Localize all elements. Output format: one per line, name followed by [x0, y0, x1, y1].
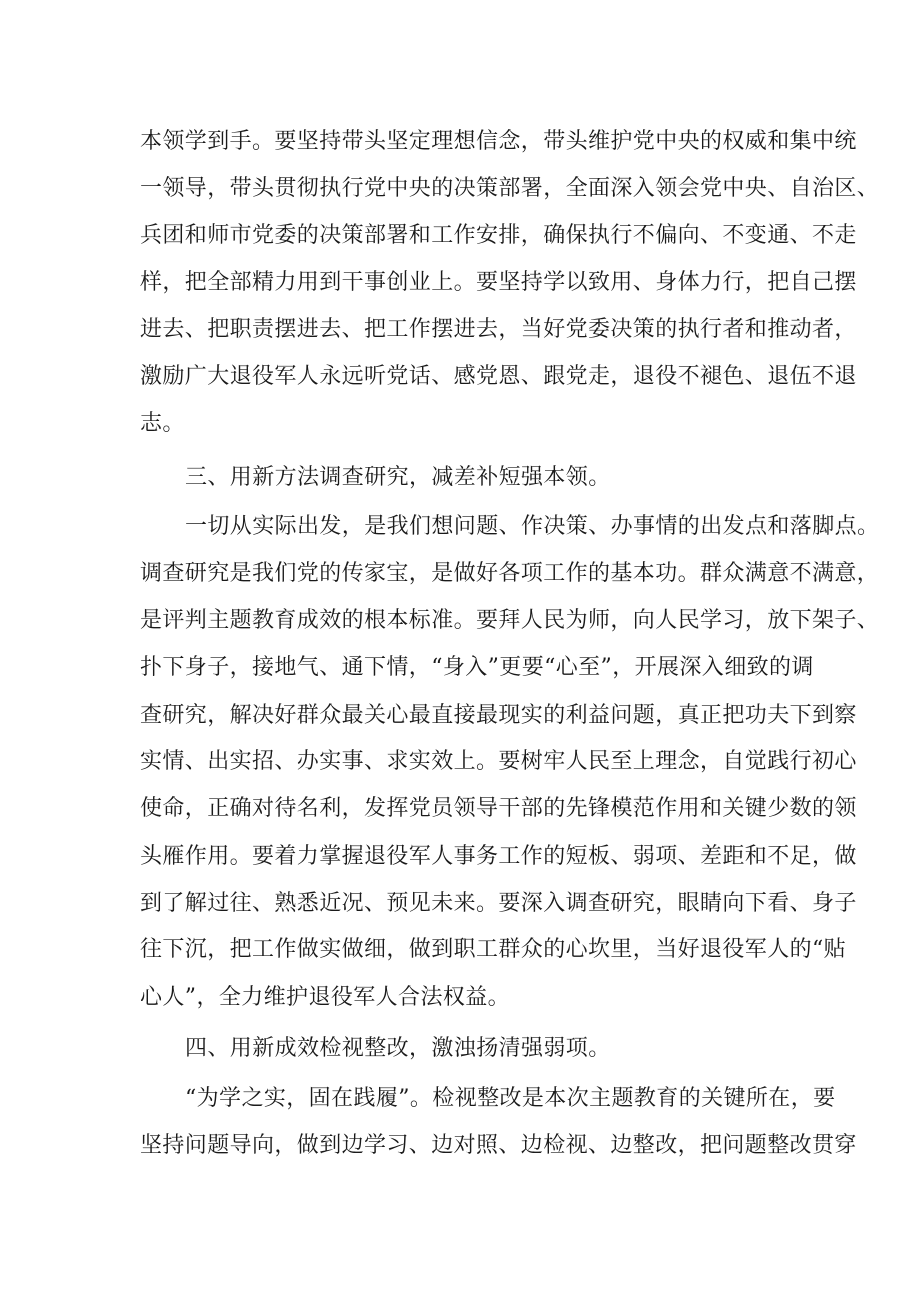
text-line: 一切从实际出发，是我们想问题、作决策、办事情的出发点和落脚点。 — [185, 514, 880, 539]
text-line: 使命，正确对待名利，发挥党员领导干部的先锋模范作用和关键少数的领 — [140, 796, 857, 821]
text-line: 志。 — [140, 411, 185, 436]
text-line: 样，把全部精力用到干事创业上。要坚持学以致用、身体力行，把自己摆 — [140, 270, 857, 295]
text-line: 实情、出实招、办实事、求实效上。要树牢人民至上理念，自觉践行初心 — [140, 749, 857, 774]
text-line: 进去、把职责摆进去、把工作摆进去，当好党委决策的执行者和推动者， — [140, 317, 857, 342]
text-line: 激励广大退役军人永远听党话、感党恩、跟党走，退役不褪色、退伍不退 — [140, 364, 857, 389]
text-line: 往下沉，把工作做实做细，做到职工群众的心坎里，当好退役军人的“贴 — [140, 937, 847, 962]
text-line: 头雁作用。要着力掌握退役军人事务工作的短板、弱项、差距和不足，做 — [140, 844, 857, 869]
text-line: 一领导，带头贯彻执行党中央的决策部署，全面深入领会党中央、自治区、 — [140, 176, 880, 201]
text-line: 是评判主题教育成效的根本标准。要拜人民为师，向人民学习，放下架子、 — [140, 608, 880, 633]
section-heading: 三、用新方法调查研究，减差补短强本领。 — [185, 465, 611, 490]
text-line: 到了解过往、熟悉近况、预见未来。要深入调查研究，眼睛向下看、身子 — [140, 891, 857, 916]
text-line: “为学之实，固在践履”。检视整改是本次主题教育的关键所在，要 — [185, 1086, 836, 1111]
text-line: 查研究，解决好群众最关心最直接最现实的利益问题，真正把功夫下到察 — [140, 703, 857, 728]
section-heading: 四、用新成效检视整改，激浊扬清强弱项。 — [185, 1036, 611, 1061]
text-line: 本领学到手。要坚持带头坚定理想信念，带头维护党中央的权威和集中统 — [140, 129, 857, 154]
text-line: 兵团和师市党委的决策部署和工作安排，确保执行不偏向、不变通、不走 — [140, 223, 857, 248]
text-line: 坚持问题导向，做到边学习、边对照、边检视、边整改，把问题整改贯穿 — [140, 1133, 857, 1158]
text-line: 调查研究是我们党的传家宝，是做好各项工作的基本功。群众满意不满意， — [140, 561, 880, 586]
text-line: 扑下身子，接地气、通下情，“身入”更要“心至”，开展深入细致的调 — [140, 655, 814, 680]
text-line: 心人”，全力维护退役军人合法权益。 — [140, 985, 511, 1010]
